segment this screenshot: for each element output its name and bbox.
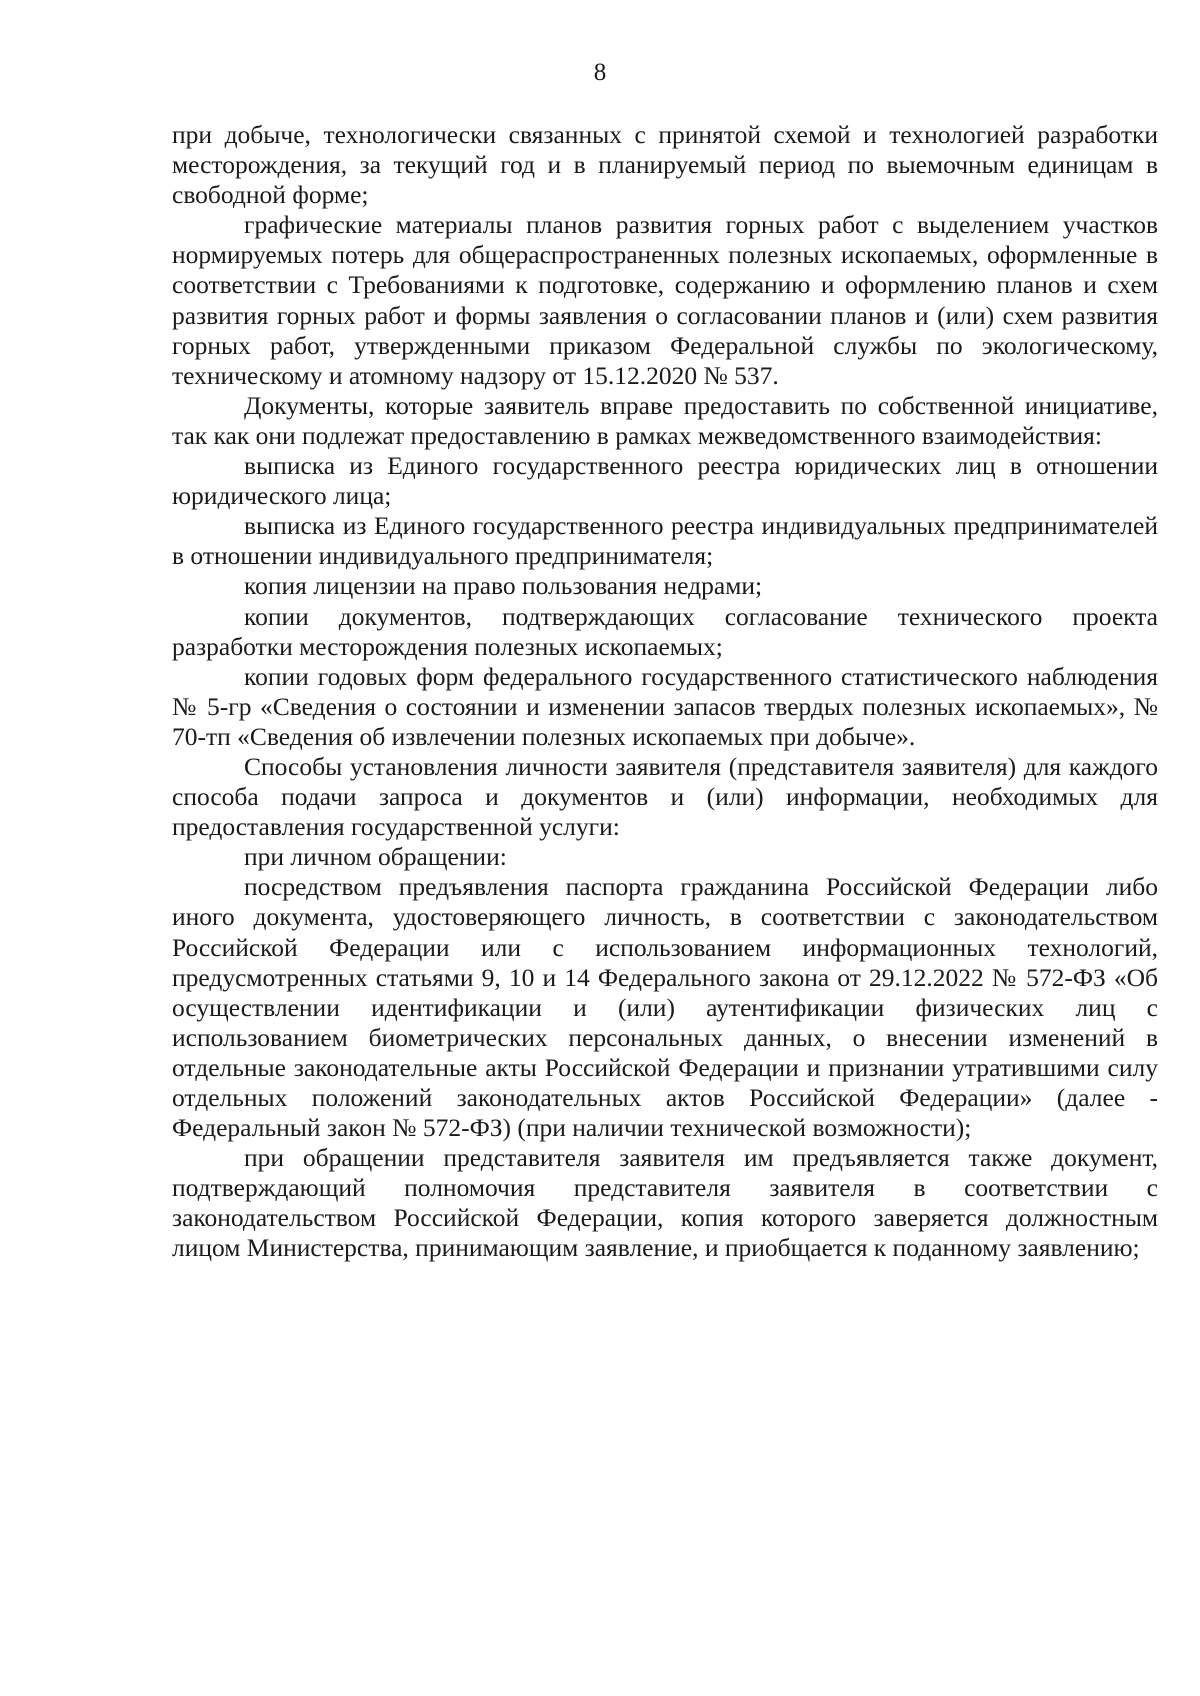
- paragraph: посредством предъявления паспорта гражданина Российской Федерации либо иного документа, удостоверяющего личность, в соответствии с законодательством Российской Федерации или с использованием информационных технологий, предусмотренных статьями 9, 10 и 14 Федерального закона от 29.12.2022 № 572-ФЗ «Об осуществлении идентификации и (или) аутентификации физических лиц с использованием биометрических персональных данных, о внесении изменений в отдельные законодательные акты Российской Федерации и признании утратившими силу отдельных положений законодательных актов Российской Федерации» (далее - Федеральный закон № 572-ФЗ) (при наличии технической возможности);: [172, 872, 1158, 1143]
- paragraph: при добыче, технологически связанных с принятой схемой и технологией разработки месторождения, за текущий год и в планируемый период по выемочным единицам в свободной форме;: [172, 120, 1158, 210]
- paragraph: выписка из Единого государственного реестра индивидуальных предпринимателей в отношении индивидуального предпринимателя;: [172, 511, 1158, 571]
- paragraph: при личном обращении:: [244, 842, 507, 872]
- paragraph: Документы, которые заявитель вправе предоставить по собственной инициативе, так как они подлежат предоставлению в рамках межведомственного взаимодействия:: [172, 390, 1158, 450]
- paragraph: копия лицензии на право пользования недрами;: [244, 571, 763, 601]
- page-number: 8: [593, 59, 607, 86]
- paragraph: при обращении представителя заявителя им предъявляется также документ, подтверждающий полномочия представителя заявителя в соответствии с законодательством Российской Федерации, копия которого заверяется должностным лицом Министерства, принимающим заявление, и приобщается к поданному заявлению;: [172, 1143, 1158, 1263]
- paragraph: копии документов, подтверждающих согласование технического проекта разработки месторождения полезных ископаемых;: [172, 601, 1158, 661]
- paragraph: графические материалы планов развития горных работ с выделением участков нормируемых потерь для общераспространенных полезных ископаемых, оформленные в соответствии с Требованиями к подготовке, содержанию и оформлению планов и схем развития горных работ и формы заявления о согласовании планов и (или) схем развития горных работ, утвержденными приказом Федеральной службы по экологическому, техническому и атомному надзору от 15.12.2020 № 537.: [172, 210, 1158, 390]
- paragraph: Способы установления личности заявителя (представителя заявителя) для каждого способа подачи запроса и документов и (или) информации, необходимых для предоставления государственной услуги:: [172, 751, 1158, 842]
- paragraph: выписка из Единого государственного реестра юридических лиц в отношении юридического лица;: [172, 451, 1158, 511]
- document-body: [172, 120, 1158, 1264]
- paragraph: копии годовых форм федерального государственного статистического наблюдения № 5-гр «Сведения о состоянии и изменении запасов твердых полезных ископаемых», № 70-тп «Сведения об извлечении полезных ископаемых при добыче».: [172, 661, 1158, 751]
